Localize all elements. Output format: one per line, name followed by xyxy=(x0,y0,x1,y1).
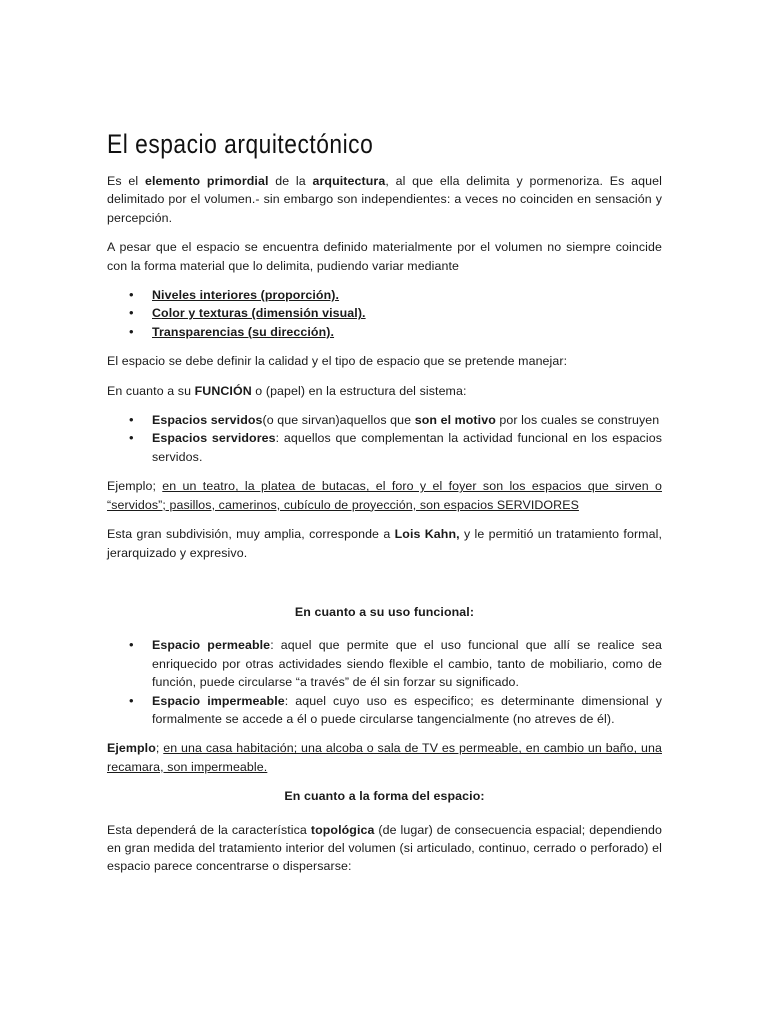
bold-term: topológica xyxy=(310,822,375,837)
bullet-list-function xyxy=(107,411,662,466)
list-item xyxy=(152,429,662,466)
bold-term: Ejemplo xyxy=(107,741,156,756)
bold-term: Espacio permeable xyxy=(152,638,271,653)
text: En cuanto a su xyxy=(107,383,195,398)
text: (o que sirvan)aquellos que xyxy=(262,413,415,428)
text: Esta gran subdivisión, muy amplia, corresponde a xyxy=(107,527,395,542)
paragraph-example-house xyxy=(107,739,662,776)
paragraph-topology xyxy=(107,821,662,876)
list-item xyxy=(152,286,662,304)
text: de la xyxy=(268,174,313,188)
page-title: El espacio arquitectónico xyxy=(107,129,374,159)
bullet-list-use xyxy=(107,636,662,728)
document-body xyxy=(107,128,662,887)
underlined-term: Transparencias (su dirección). xyxy=(152,324,335,339)
bold-term: Lois Kahn, xyxy=(394,527,460,542)
spacer xyxy=(107,573,662,603)
paragraph-volume: A pesar que el espacio se encuentra definido materialmente por el volumen no siempre coincide con la forma material que lo delimita, pudiendo variar mediante xyxy=(107,240,662,273)
list-item xyxy=(152,323,662,341)
underlined-term: Niveles interiores (proporción). xyxy=(152,288,340,303)
text: y le permitió un tratamiento formal, jerarquizado y expresivo. xyxy=(107,527,662,560)
paragraph-example-theater xyxy=(107,477,662,514)
section-heading-use: En cuanto a su uso funcional: xyxy=(294,604,475,619)
underlined-text: en una casa habitación; una alcoba o sala de TV es permeable, en cambio un baño, una recamara, son impermeable. xyxy=(107,741,662,774)
text: Esta dependerá de la característica xyxy=(107,822,311,837)
bold-term: arquitectura xyxy=(312,174,386,188)
list-item xyxy=(152,411,662,429)
bold-term: elemento primordial xyxy=(144,174,269,188)
text: Es el xyxy=(107,174,145,188)
list-item xyxy=(152,692,662,729)
paragraph-function xyxy=(107,382,662,400)
bold-term: FUNCIÓN xyxy=(194,383,252,398)
text: Ejemplo; xyxy=(107,479,163,494)
text: por los cuales se construyen xyxy=(495,413,660,428)
paragraph-define: El espacio se debe definir la calidad y el tipo de espacio que se pretende manejar: xyxy=(107,354,568,369)
bold-term: Espacios servidos xyxy=(152,413,263,428)
bold-term: Espacios servidores xyxy=(152,431,276,446)
paragraph-kahn xyxy=(107,525,662,562)
list-item xyxy=(152,304,662,322)
text: : aquel que permite que el uso funcional que allí se realice sea enriquecido por otras actividades siendo flexible el cambio, tanto de mobiliario, como de función, puede circularse “a través” de él sin forzar su significado. xyxy=(152,638,662,690)
underlined-text: en un teatro, la platea de butacas, el foro y el foyer son los espacios que sirven o “servidos”; pasillos, camerinos, cubículo de proyección, son espacios SERVIDORES xyxy=(107,479,662,512)
bold-term: Espacio impermeable xyxy=(152,693,285,708)
text: , al que ella delimita y pormenoriza. Es aquel delimitado por el volumen.- sin embargo son independientes: a veces no coinciden en sensación y percepción. xyxy=(107,174,662,225)
paragraph-intro xyxy=(107,172,662,227)
text: o (papel) en la estructura del sistema: xyxy=(251,383,467,398)
text: : aquel cuyo uso es especifico; es determinante dimensional y formalmente se accede a él o puede circularse tangencialmente (no atreves de él). xyxy=(152,693,662,726)
text: (de lugar) de consecuencia espacial; dependiendo en gran medida del tratamiento interior del volumen (si articulado, continuo, cerrado o perforado) el espacio parece concentrarse o dispersarse: xyxy=(107,822,662,874)
text: ; xyxy=(155,741,164,756)
list-item xyxy=(152,636,662,691)
section-heading-form: En cuanto a la forma del espacio: xyxy=(284,789,485,804)
bold-term: son el motivo xyxy=(414,413,496,428)
underlined-term: Color y texturas (dimensión visual). xyxy=(152,306,366,321)
bullet-list-variations xyxy=(107,286,662,341)
text: : aquellos que complementan la actividad funcional en los espacios servidos. xyxy=(152,431,662,464)
